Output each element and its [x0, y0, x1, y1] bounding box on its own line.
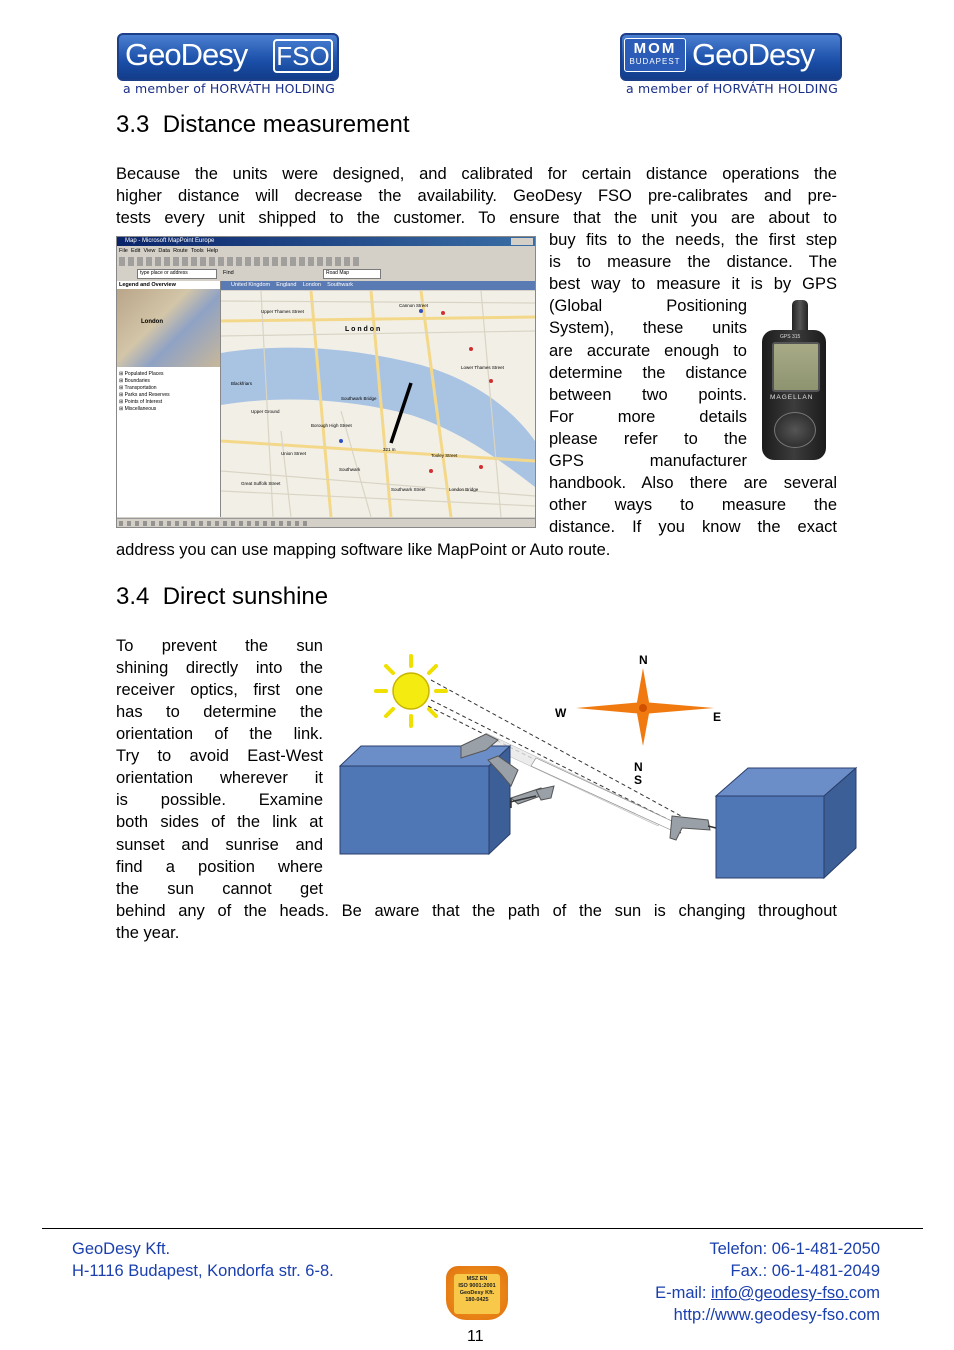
paragraph-line: System), these units [549, 319, 747, 337]
iso-certification-badge: MSZ EN ISO 9001:2001 GeoDesy Kft. 180-0425 [446, 1262, 508, 1322]
paragraph-line: both sides of the link at [116, 813, 323, 831]
fso-head-right [670, 816, 710, 840]
section-3-4-heading: 3.4 Direct sunshine [116, 583, 329, 610]
status-toolbar [117, 518, 535, 528]
paragraph-line: are accurate enough to [549, 342, 747, 360]
paragraph-line: (Global Positioning [549, 297, 747, 315]
search-box: type place or address [137, 269, 217, 279]
footer-email: E-mail: info@geodesy-fso.com [655, 1284, 880, 1302]
gps-keypad [774, 412, 816, 448]
compass-rose-icon [576, 668, 714, 746]
gps-model: GPS 315 [780, 334, 801, 340]
paragraph-line: receiver optics, first one [116, 681, 323, 699]
paragraph-line: shining directly into the [116, 659, 323, 677]
paragraph-line: the year. [116, 924, 180, 942]
paragraph-line: find a position where [116, 858, 323, 876]
paragraph-line: orientation of the link. [116, 725, 323, 743]
paragraph-line: Because the units were designed, and calibrated for certain distance operations the [116, 165, 837, 183]
compass-n-label-2: N [634, 760, 643, 774]
paragraph-line: distance. If you know the exact [549, 518, 837, 536]
compass-n-label: N [639, 653, 648, 667]
legend-list: ⊞ Populated Places ⊞ Boundaries ⊞ Transportation ⊞ Parks and Reserves ⊞ Points of Interest ⊞ Miscellaneous [119, 371, 170, 412]
paragraph-line: buy fits to the needs, the first step [549, 231, 837, 249]
paragraph-line: sunset and sunrise and [116, 836, 323, 854]
logo-geodesy-fso [117, 33, 342, 97]
compass-w-label: W [555, 706, 567, 720]
menu-bar: File Edit View Data Route Tools Help [119, 248, 219, 254]
footer-phone: Telefon: 06-1-481-2050 [709, 1240, 880, 1258]
paragraph-line: To prevent the sun [116, 637, 323, 655]
logo-right-brand: GeoDesy [692, 37, 815, 72]
logo-left-brand: GeoDesy [125, 37, 248, 72]
paragraph-line: is to measure the distance. The [549, 253, 837, 271]
window-titlebar: Map - Microsoft MapPoint Europe [117, 237, 535, 246]
right-building-box [716, 768, 856, 878]
map-style-select: Road Map [323, 269, 381, 279]
paragraph-line: between two points. [549, 386, 747, 404]
gps-screen [772, 342, 820, 392]
logo-right-tagline: a member of HORVÁTH HOLDING [626, 81, 838, 96]
footer-divider [42, 1228, 923, 1229]
paragraph-line: tests every unit shipped to the customer. To ensure that the unit you are about to [116, 209, 837, 227]
logo-left-badge: FSO [273, 39, 333, 73]
paragraph-line: determine the distance [549, 364, 747, 382]
email-link[interactable]: info@geodesy-fso. [711, 1284, 849, 1302]
compass-e-label: E [713, 710, 722, 724]
toolbar [119, 257, 359, 266]
gps-brand: MAGELLAN [770, 394, 814, 401]
paragraph-line: handbook. Also there are several [549, 474, 837, 492]
left-building-box [340, 746, 510, 854]
paragraph-line: address you can use mapping software like MapPoint or Auto route. [116, 541, 611, 559]
paragraph-line: other ways to measure the [549, 496, 837, 514]
paragraph-line: orientation wherever it [116, 769, 323, 787]
sun-icon [376, 656, 446, 726]
map-view: L o n d o n Upper Thames Street Upper Ground Southwark Blackfriars Cannon Street Lower Thames Street Tooley Street Borough High Street Southwark Street Union Street Great Suffolk Street Southwark Bridge London Bridge 321 m [221, 291, 535, 517]
paragraph-line: GPS manufacturer [549, 452, 747, 470]
sunshine-diagram [336, 648, 860, 882]
logo-mom-geodesy [620, 33, 844, 97]
footer-fax: Fax.: 06-1-481-2049 [730, 1262, 880, 1280]
paragraph-line: the sun cannot get [116, 880, 323, 898]
paragraph-line: behind any of the heads. Be aware that the path of the sun is changing throughout [116, 902, 837, 920]
footer-address: H-1116 Budapest, Kondorfa str. 6-8. [72, 1262, 334, 1280]
paragraph-line: please refer to the [549, 430, 747, 448]
paragraph-line: For more details [549, 408, 747, 426]
paragraph-line: is possible. Examine [116, 791, 323, 809]
gps-body [762, 330, 826, 460]
map-breadcrumb: United Kingdom England London Southwark [221, 281, 535, 290]
mom-emblem: MOM BUDAPEST [624, 38, 686, 72]
paragraph-line: higher distance will decrease the availability. GeoDesy FSO pre-calibrates and pre- [116, 187, 837, 205]
window-controls [511, 238, 533, 245]
section-3-3-heading: 3.3 Distance measurement [116, 111, 410, 138]
logo-left-tagline: a member of HORVÁTH HOLDING [123, 81, 335, 96]
compass-s-label: S [634, 773, 643, 787]
paragraph-line: best way to measure it is by GPS [549, 275, 837, 293]
footer-company: GeoDesy Kft. [72, 1240, 171, 1258]
paragraph-line: has to determine the [116, 703, 323, 721]
footer-website[interactable]: http://www.geodesy-fso.com [673, 1306, 880, 1324]
gps-device-photo [758, 300, 830, 465]
paragraph-line: Try to avoid East-West [116, 747, 323, 765]
mappoint-screenshot: Map - Microsoft MapPoint Europe File Edit View Data Route Tools Help type place or address Find Road Map Legend and Overview London ⊞ Populated Places ⊞ Boundaries ⊞ Transportation ⊞ Parks and Reserves ⊞ Points of Interest ⊞ Miscellaneous United Kingdom England London Southwark L o n d o n Upper Thames Street Upper Ground Southwark Blackfriars Cannon Street Lower Thames Street Tooley Street Borough High Street Southwark Street Union Street Great Suffolk Street Southwark Bridge London Bridge 321 m [116, 236, 536, 528]
legend-panel: Legend and Overview London ⊞ Populated Places ⊞ Boundaries ⊞ Transportation ⊞ Parks and Reserves ⊞ Points of Interest ⊞ Miscellaneous [117, 281, 221, 517]
overview-map: London [117, 289, 220, 367]
page-number: 11 [467, 1328, 484, 1345]
